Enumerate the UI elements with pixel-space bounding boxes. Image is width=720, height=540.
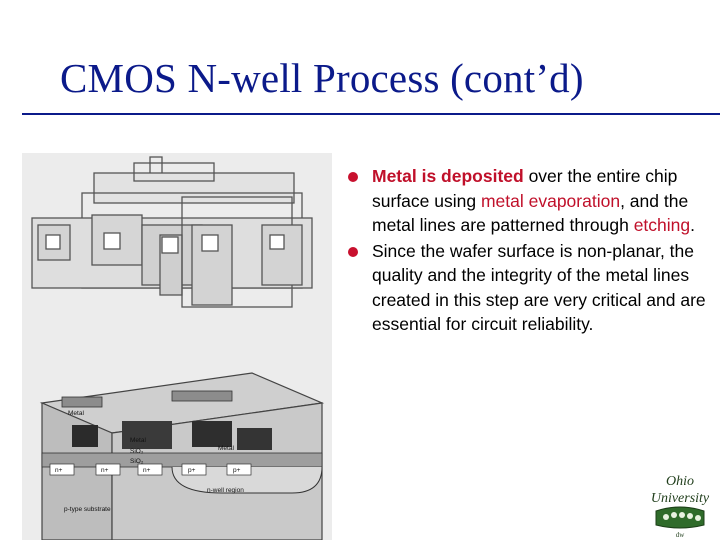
highlight-etching: etching [633,215,691,235]
cross-section [42,373,322,540]
label-nwell: n-well region [207,487,244,494]
label-p-plus-2: p+ [233,467,241,474]
bullet-text: . [690,215,696,235]
label-sio2-a: SiO₂ [130,448,144,455]
slide-title: CMOS N-well Process (cont’d) [60,55,584,101]
bullet-text: , and the metal lines are patterned through [372,190,689,235]
label-metal-mid: Metal [130,437,146,444]
label-n-plus-1: n+ [55,467,63,474]
label-sio2-b: SiO₂ [130,458,144,465]
ohio-university-logo [640,467,720,540]
cmos-process-figure [22,153,332,540]
logo-line2: University [650,491,710,506]
title-rule [22,113,720,115]
highlight-metal-evaporation: metal evaporation [480,190,621,211]
bullet-item-reliability [348,239,718,337]
label-n-plus-2: n+ [101,467,109,474]
bullet-dot-icon [348,172,358,182]
bullet-item-metal-deposition [348,164,718,238]
logo-small: dw [675,531,685,539]
label-metal-top: Metal [68,410,84,417]
label-metal-right: Metal [218,445,234,452]
label-substrate: p-type substrate [64,506,111,513]
bullet-list [348,164,718,338]
label-p-plus-1: p+ [188,467,196,474]
logo-line1: Ohio [666,474,694,489]
bullet-dot-icon [348,247,358,257]
bullet-text: Since the wafer surface is non-planar, the quality and the integrity of the metal lines created in this step are very critical and are essential for circuit reliability. [372,240,706,334]
label-n-plus-3: n+ [143,467,151,474]
highlight-metal-deposited: Metal is deposited [372,166,524,186]
bullet-text: over the entire chip surface using [372,166,678,211]
